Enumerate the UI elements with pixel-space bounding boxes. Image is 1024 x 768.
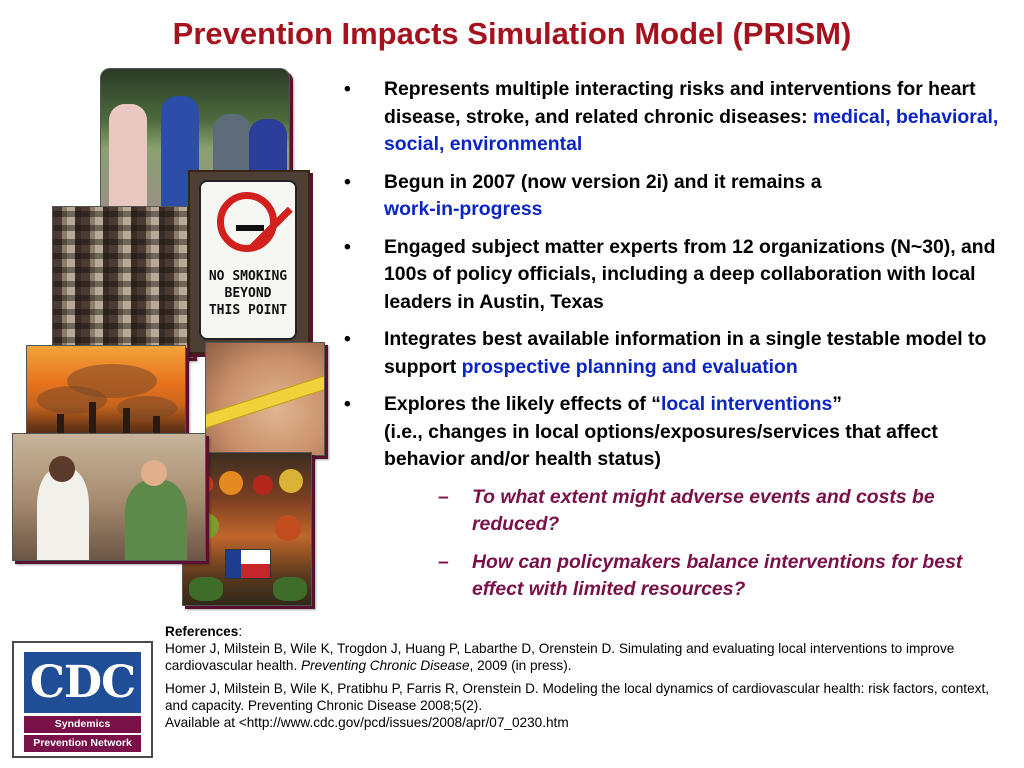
dash-icon: – (438, 550, 449, 573)
bullet-item (340, 169, 1010, 224)
bullet-dot-icon: • (344, 328, 351, 350)
logo-line-1: Syndemics (24, 716, 141, 733)
references-section (165, 623, 1010, 737)
bullet-text: Explores the likely effects of “ (384, 393, 661, 415)
logo-line-2: Prevention Network (24, 735, 141, 752)
sign-text (201, 268, 295, 319)
reference-1-journal: Preventing Chronic Disease (301, 658, 470, 673)
bullet-text-close-quote: ” (832, 393, 842, 415)
bullet-dot-icon: • (344, 78, 351, 100)
bullet-item (340, 234, 1010, 317)
sub-bullet-item (384, 484, 1010, 539)
sub-bullet-text: To what extent might adverse events and costs be reduced? (472, 485, 935, 535)
reference-1-tail: , 2009 (in press). (469, 658, 572, 673)
bullet-highlight: prospective planning and evaluation (461, 355, 798, 378)
traffic-jam-photo (52, 206, 194, 358)
reference-1 (165, 640, 1010, 674)
doctor-patient-photo (12, 433, 206, 561)
sub-bullet-item (384, 549, 1010, 604)
cdc-syndemics-logo (12, 641, 153, 758)
bullet-item (340, 391, 1010, 604)
bullet-item (340, 76, 1010, 159)
bullet-text: Integrates best available information in a single testable model to support (384, 328, 987, 378)
no-smoking-icon (217, 192, 277, 252)
bullet-text: Begun in 2007 (now version 2i) and it remains a (384, 170, 822, 193)
bullet-highlight: work-in-progress (384, 198, 543, 220)
bullet-dot-icon: • (344, 170, 351, 193)
reference-2 (165, 680, 1010, 731)
bullet-list (340, 76, 1010, 614)
reference-2-url: Available at <http://www.cdc.gov/pcd/issues/2008/apr/07_0230.htm (165, 715, 569, 730)
no-smoking-sign (199, 180, 297, 340)
bullet-text: Engaged subject matter experts from 12 organizations (N~30), and 100s of policy officials, including a deep collaboration with local leaders in Austin, Texas (384, 235, 996, 313)
bullet-dot-icon: • (344, 235, 351, 258)
sign-line-3: THIS POINT (208, 303, 288, 318)
measuring-tape-photo (205, 342, 325, 456)
reference-2-text: Homer J, Milstein B, Wile K, Pratibhu P, Farris R, Orenstein D. Modeling the local dynamics of cardiovascular health: risk factors, context, and capacity. Preventing Chronic Disease 2008;5(2). (165, 681, 989, 713)
no-smoking-sign-photo (188, 170, 310, 354)
bullet-text-line2: (i.e., changes in local options/exposures/services that affect behavior and/or health status) (384, 420, 938, 470)
bullet-highlight: medical, behavioral, social, environmental (384, 105, 999, 155)
reference-1-text: Homer J, Milstein B, Wile K, Trogdon J, Huang P, Labarthe D, Orenstein D. Simulating and evaluating local interventions to improve cardiovascular health. (165, 641, 955, 673)
sub-bullet-text: How can policymakers balance interventions for best effect with limited resources? (472, 550, 963, 600)
bullet-item (340, 326, 1010, 381)
bullet-highlight: local interventions (660, 393, 833, 415)
texas-flag-icon (225, 549, 271, 579)
bullet-dot-icon: • (344, 393, 351, 415)
sign-line-1: NO SMOKING (208, 269, 288, 284)
dash-icon: – (438, 485, 449, 508)
cdc-wordmark: CDC (24, 652, 141, 713)
references-heading: References (165, 624, 239, 639)
references-colon: : (238, 624, 243, 639)
sign-line-2: BEYOND (224, 286, 272, 301)
bullet-text: Represents multiple interacting risks and interventions for heart disease, stroke, and related chronic diseases: (384, 78, 976, 128)
slide-title: Prevention Impacts Simulation Model (PRISM) (172, 16, 852, 51)
